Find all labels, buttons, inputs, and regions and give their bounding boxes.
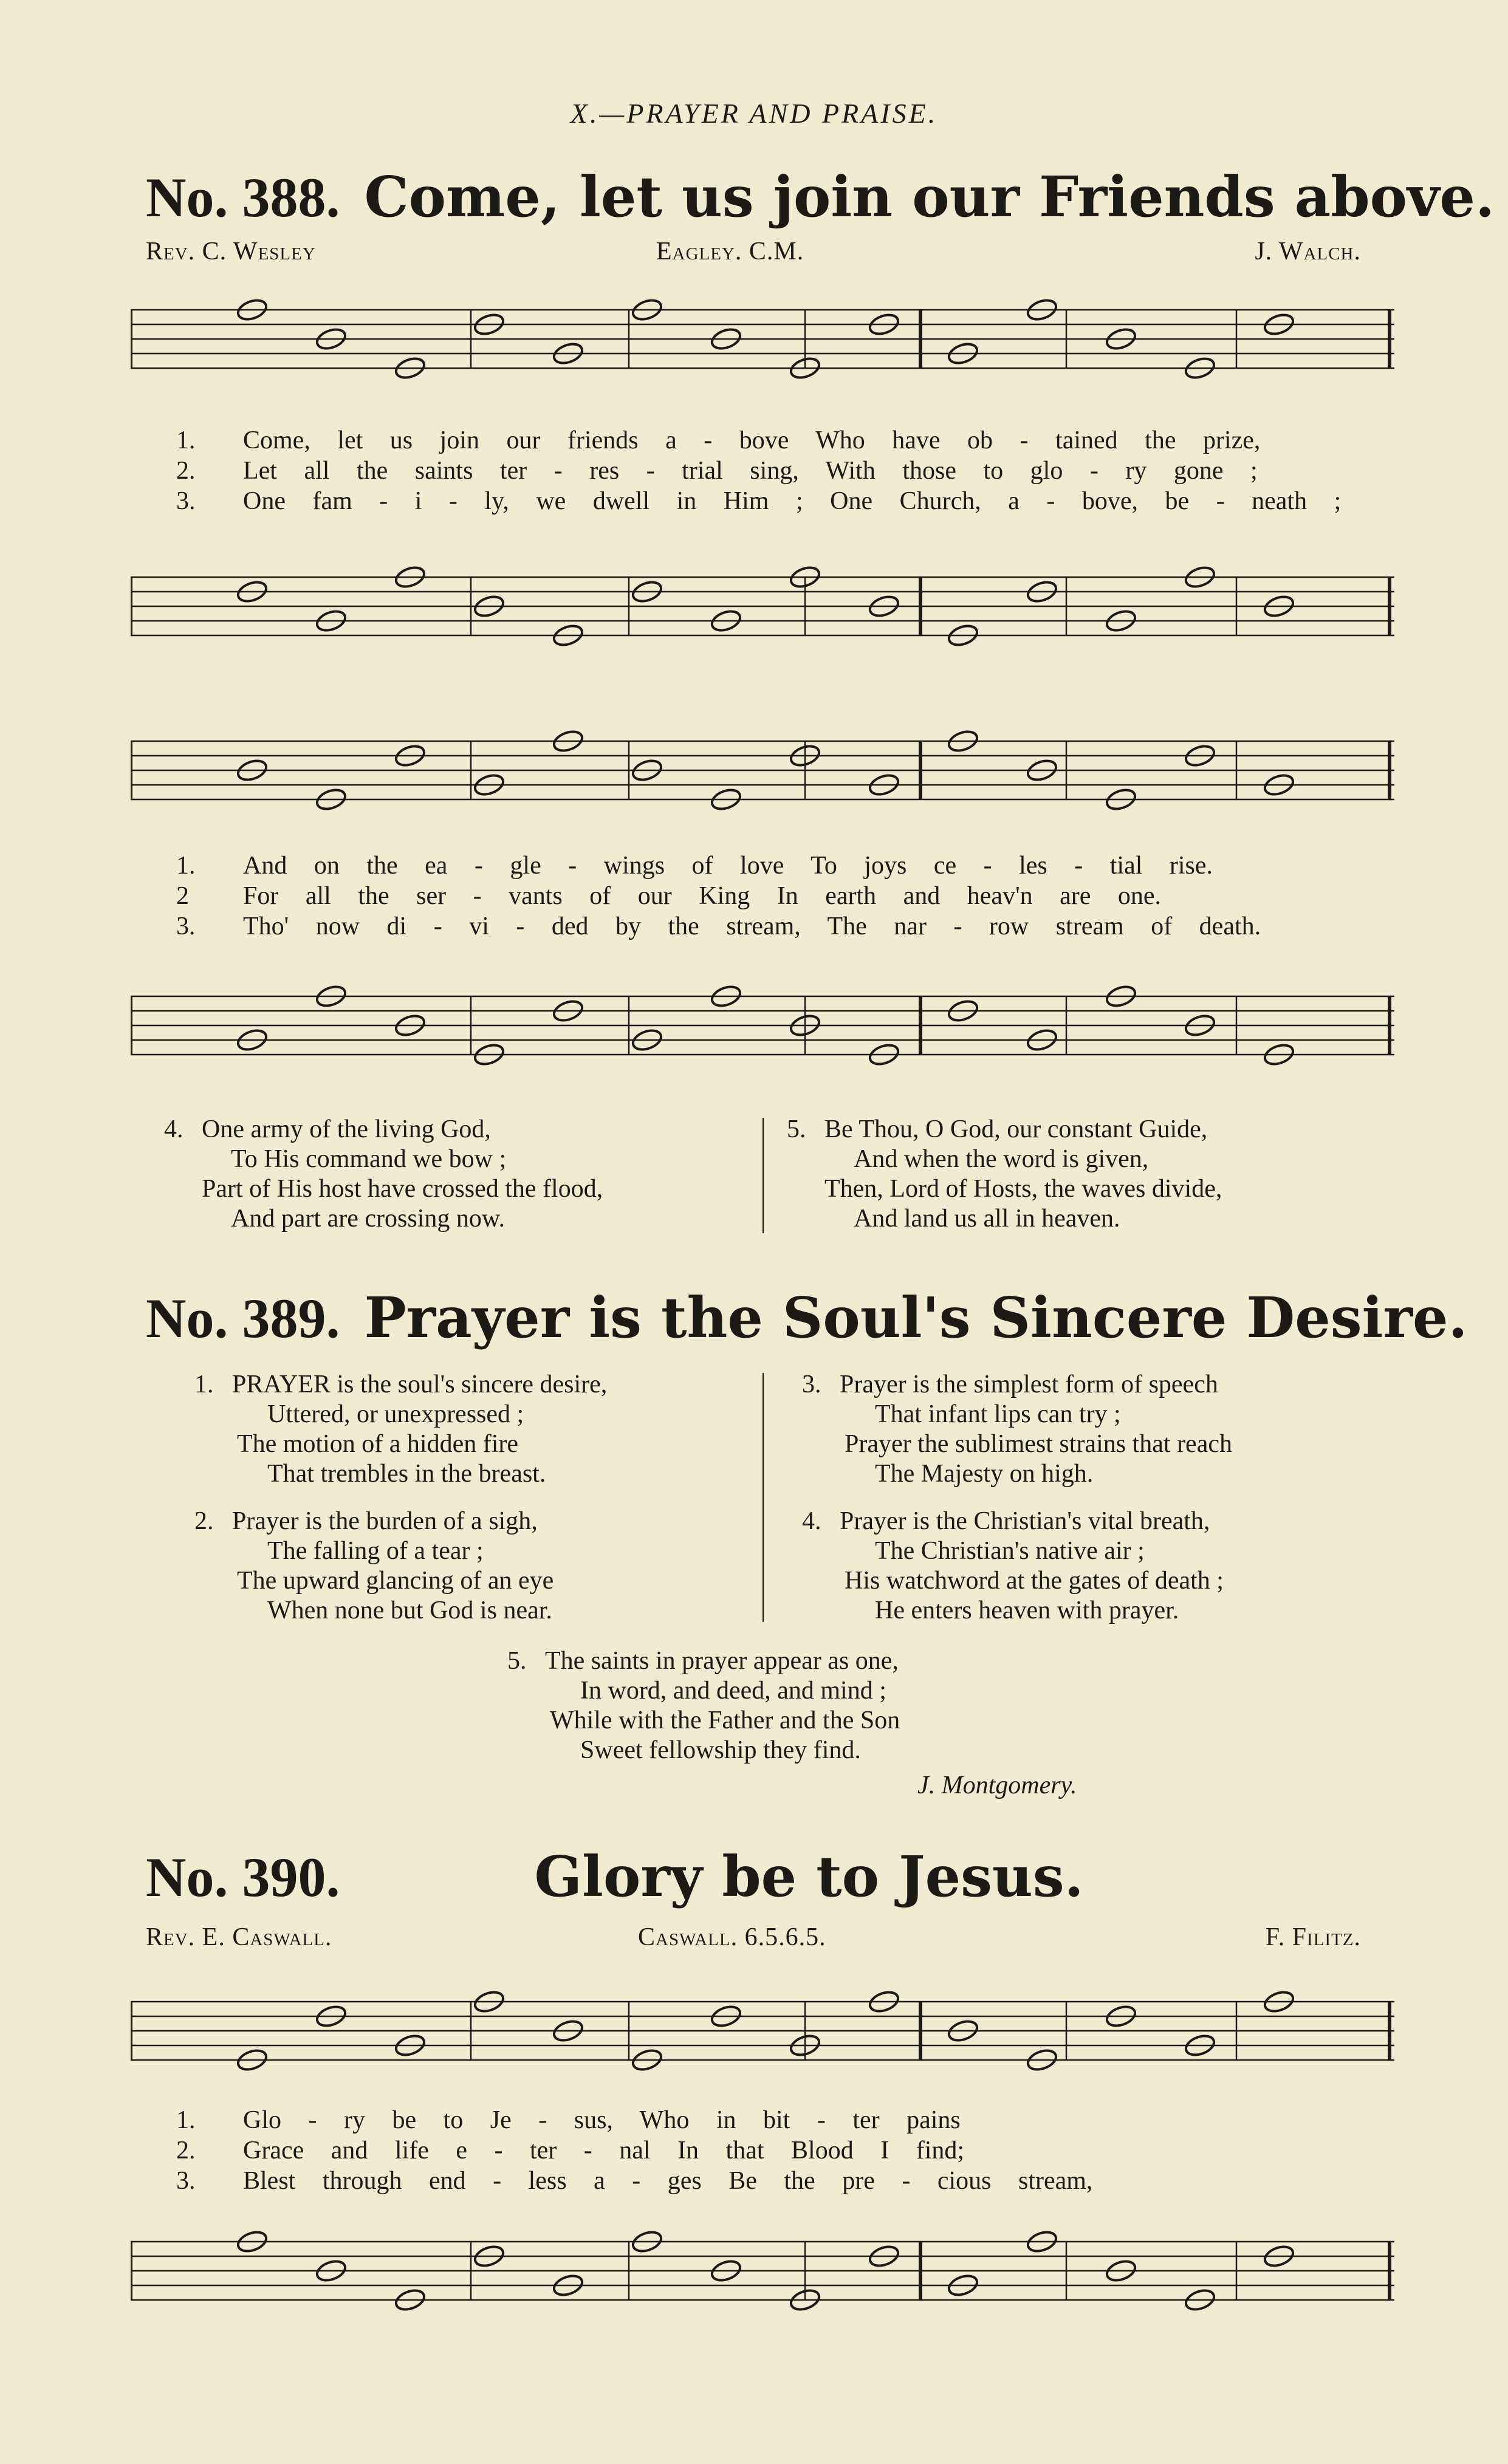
lyric-line: 1. Come, let us join our friends a - bove Who have ob - tained the prize, [176, 426, 1261, 454]
hymn-389-title [146, 1285, 1468, 1350]
hymn-388-lyrics-1 [176, 425, 1373, 516]
hymn-388-verse-4: 4. One army of the living God, To His command we bow ; Part of His host have crossed the flood, And part are crossing now. [164, 1115, 603, 1233]
hymn-388-bass-staff-2 [131, 984, 1394, 1075]
hymn-388-number: No. 388. [146, 166, 340, 228]
column-divider [763, 1373, 764, 1622]
hymn-389-attribution: J. Montgomery. [917, 1771, 1077, 1799]
hymn-389-verse-5: 5. The saints in prayer appear as one, In word, and deed, and mind ; While with the Father and the Son Sweet fellowship they find. [507, 1647, 900, 1764]
lyric-line: 1. And on the ea - gle - wings of love To joys ce - les - tial rise. [176, 852, 1213, 880]
hymn-390-name: Glory be to Jesus. [534, 1844, 1084, 1909]
hymn-390-bass-staff [131, 2230, 1394, 2321]
hymn-388-treble-staff-2 [131, 729, 1394, 820]
hymn-389-verse-4: 4. Prayer is the Christian's vital breath, The Christian's native air ; His watchword at the gates of death ; He enters heaven with prayer. [802, 1507, 1224, 1624]
lyric-line: 2. Let all the saints ter - res - trial sing, With those to glo - ry gone ; [176, 457, 1258, 485]
hymn-388-tune: Eagley. C.M. [656, 238, 804, 265]
lyric-line: 3. One fam - i - ly, we dwell in Him ; One Church, a - bove, be - neath ; [176, 487, 1342, 515]
lyric-line: 1. Glo - ry be to Je - sus, Who in bit - ter pains [176, 2106, 961, 2134]
hymn-390-treble-staff [131, 1990, 1394, 2081]
hymn-388-title [146, 164, 1495, 230]
hymn-390-title [146, 1844, 1084, 1909]
hymn-389-verse-1: 1. PRAYER is the soul's sincere desire, Uttered, or unexpressed ; The motion of a hidden fire That trembles in the breast. [194, 1371, 608, 1488]
hymn-388-treble-staff-1 [131, 298, 1394, 389]
hymn-388-verse-5: 5. Be Thou, O God, our constant Guide, And when the word is given, Then, Lord of Hosts, the waves divide, And land us all in heaven. [787, 1115, 1222, 1233]
hymn-390-author: Rev. E. Caswall. [146, 1923, 332, 1951]
hymn-388-lyrics-2 [176, 850, 1373, 942]
hymn-388-author: Rev. C. Wesley [146, 238, 316, 265]
hymn-390-composer: F. Filitz. [1265, 1923, 1361, 1951]
lyric-line: 3. Blest through end - less a - ges Be the pre - cious stream, [176, 2167, 1093, 2195]
lyric-line: 2 For all the ser - vants of our King In earth and heav'n are one. [176, 882, 1162, 910]
hymn-388-composer: J. Walch. [1255, 238, 1361, 265]
column-divider [763, 1118, 764, 1233]
hymn-388-name: Come, let us join our Friends above. [364, 164, 1495, 230]
hymn-389-name: Prayer is the Soul's Sincere Desire. [364, 1285, 1468, 1350]
hymn-390-lyrics [176, 2105, 1373, 2196]
hymn-389-verse-2: 2. Prayer is the burden of a sigh, The falling of a tear ; The upward glancing of an eye When none but God is near. [194, 1507, 554, 1624]
hymn-389-number: No. 389. [146, 1287, 340, 1349]
hymn-390-tune: Caswall. 6.5.6.5. [638, 1923, 826, 1951]
hymn-389-verse-3: 3. Prayer is the simplest form of speech That infant lips can try ; Prayer the sublimest strains that reach The Majesty on high. [802, 1371, 1232, 1488]
lyric-line: 3. Tho' now di - vi - ded by the stream, The nar - row stream of death. [176, 912, 1261, 940]
hymn-390-number: No. 390. [146, 1846, 340, 1908]
running-head: X.—PRAYER AND PRAISE. [570, 98, 938, 129]
lyric-line: 2. Grace and life e - ter - nal In that Blood I find; [176, 2137, 965, 2165]
hymn-388-bass-staff-1 [131, 565, 1394, 656]
